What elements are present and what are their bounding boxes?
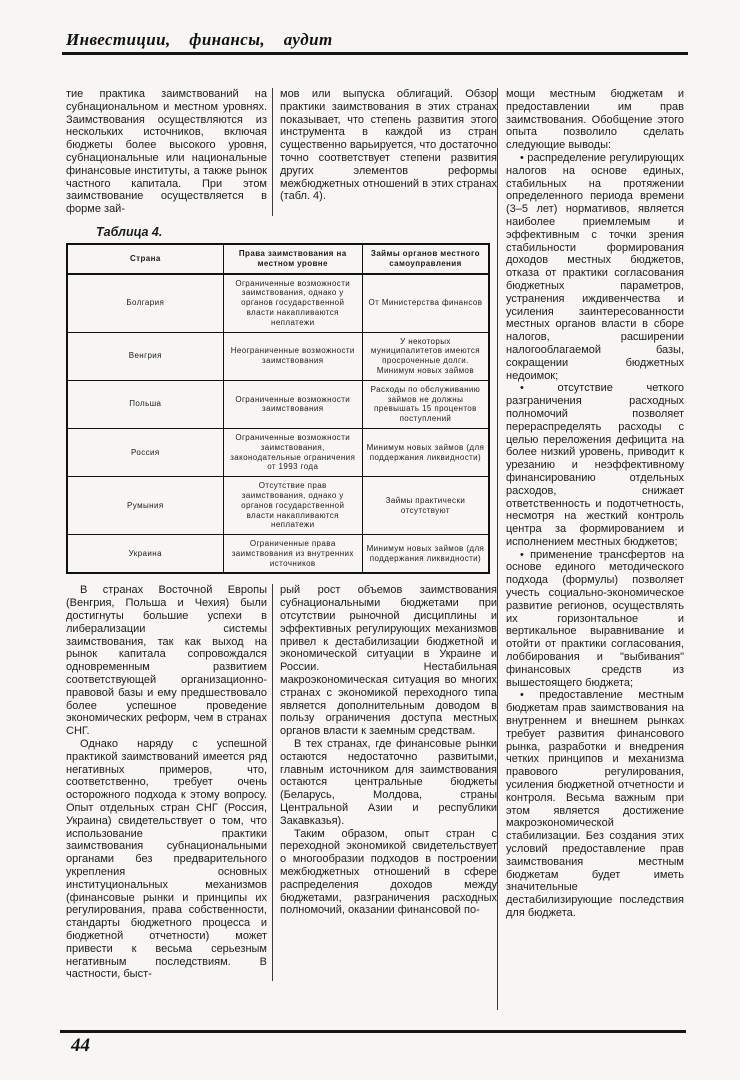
header-rule — [62, 52, 688, 55]
cell-country: Польша — [67, 380, 223, 428]
column-2-bottom — [272, 584, 497, 981]
table-row-ukraine — [67, 535, 489, 574]
cell-country: Болгария — [67, 274, 223, 332]
cell-rights: Ограниченные возможности заимствования — [223, 380, 362, 428]
cell-country: Россия — [67, 428, 223, 476]
cell-rights: Отсутствие прав заимствования, однако у органов государственной власти накапливаются неплатежи — [223, 477, 362, 535]
cell-rights: Ограниченные возможности заимствования, однако у органов государственной власти накапливаются неплатежи — [223, 274, 362, 332]
cell-country: Румыния — [67, 477, 223, 535]
paragraph: Таким образом, опыт стран с переходной экономикой свидетельствует о многообразии подходов в построении межбюджетных отношений в сфере распределения доходов между бюджетами, разграничения расходных полномочий, оказании финансовой по- — [280, 827, 497, 917]
table-caption: Таблица 4. — [96, 224, 163, 239]
cell-loans: От Министерства финансов — [362, 274, 489, 332]
cell-rights: Ограниченные возможности заимствования, законодательные ограничения от 1993 года — [223, 428, 362, 476]
top-two-columns — [66, 88, 497, 216]
paragraph: рый рост объемов заимствования субнациональными бюджетами при отсутствии рыночной дисциплины и эффективных регулирующих механизмов привел к дестабилизации бюджетной и экономической ситуации в Украине и России. Нестабильная макроэкономическая ситуация во многих странах с экономикой переходного типа является дополнительным доводом в пользу ограничения доступа местных органов власти к заемным средствам. — [280, 584, 497, 738]
left-column-group — [66, 88, 497, 1010]
footer-rule — [60, 1030, 686, 1033]
bullet-paragraph: • предоставление местным бюджетам прав заимствования на внутреннем и внешнем рынках требует развития финансового рынка, разработки и внедрения четких принципов и механизма правового регулирования, усиления бюджетной отчетности и контроля. Весьма важным при этом является достижение макроэкономической стабилизации. Без создания этих условий предоставление прав заимствования местным бюджетам будет иметь значительные дестабилизирующие последствия для бюджета. — [506, 689, 684, 919]
table-row-russia — [67, 428, 489, 476]
bullet-paragraph: • отсутствие четкого разграничения расходных полномочий позволяет перераспределять расходы с целью переложения дефицита на более низкий уровень, приводит к урезанию и неэффективному финансированию отдельных расходов, снижает ответственность и подотчетность, несмотря на жесткий контроль центра за формированием и исполнением местных бюджетов; — [506, 382, 684, 548]
cell-loans: Расходы по обслуживанию займов не должны превышать 15 процентов поступлений — [362, 380, 489, 428]
header-loans: Займы органов местного самоуправления — [362, 244, 489, 274]
page-number: 44 — [71, 1035, 90, 1056]
column-3 — [497, 88, 684, 1010]
paragraph: мов или выпуска облигаций. Обзор практики заимствования в этих странах показывает, что степень развития этого инструмента в каждой из стран существенно варьируется, что достаточно точно соответствует степени развития других элементов реформы межбюджетных отношений в этих странах (табл. 4). — [280, 88, 497, 203]
paragraph: В тех странах, где финансовые рынки остаются недостаточно развитыми, главным источником для заимствования остаются центральные бюджеты (Беларусь, Молдова, страны Центральной Азии и республики Закавказья). — [280, 738, 497, 827]
paragraph: Однако наряду с успешной практикой заимствований имеется ряд негативных примеров, что, соответственно, требует очень осторожного подхода к этому вопросу. Опыт отдельных стран СНГ (Россия, Украина) свидетельствует о том, что использование практики заимствования субнациональными органами без предварительного укрепления основных институциональных механизмов (финансовые рынки и принципы их регулирования, права собственности, стандарты бюджетного процесса и бюджетной отчетности) может привести к весьма серьезным негативным последствиям. В частности, быст- — [66, 738, 267, 981]
table-row-bulgaria — [67, 274, 489, 332]
page-header: Инвестиции, финансы, аудит — [66, 30, 333, 49]
page-content — [66, 88, 684, 1010]
header-country: Страна — [67, 244, 223, 274]
cell-loans: Минимум новых займов (для поддержания ликвидности) — [362, 428, 489, 476]
bottom-two-columns — [66, 584, 497, 981]
borrowing-practice-table — [66, 243, 490, 575]
column-1-bottom — [66, 584, 272, 981]
cell-rights: Неограниченные возможности заимствования — [223, 332, 362, 380]
paragraph: В странах Восточной Европы (Венгрия, Польша и Чехия) были достигнуты большие успехи в либерализации системы заимствования, так как выход на рынок капитала сопровождался одновременным развитием соответствующей организационно-правовой базы и ему предшествовало более успешное проведение экономических реформ, чем в странах СНГ. — [66, 584, 267, 738]
table-row-hungary — [67, 332, 489, 380]
cell-loans: Минимум новых займов (для поддержания ликвидности) — [362, 535, 489, 574]
bullet-paragraph: • применение трансфертов на основе единого методического подхода (формулы) позволяет учесть социально-экономическое развитие регионов, осуществлять их горизонтальное и вертикальное выравнивание и отойти от практики согласования, лоббирования и "выбивания" финансовых средств из вышестоящего бюджета; — [506, 548, 684, 689]
bullet-paragraph: • распределение регулирующих налогов на основе единых, стабильных на протяжении определенного периода времени (3–5 лет) нормативов, является наиболее приемлемым и эффективным с точки зрения стабильности формирования доходов местных бюджетов, отказа от практики согласования бюджетных параметров, устранения иждивенчества и усиления заинтересованности местных органов власти в сборе налогов, расширении налогооблагаемой базы, сокращении бюджетных недоимок; — [506, 151, 684, 382]
cell-country: Украина — [67, 535, 223, 574]
paragraph: тие практика заимствований на субнациональном и местном уровнях. Заимствования осуществляются из нескольких источников, включая бюджеты более высокого уровня, субнациональные или национальные финансовые институты, а также рынок частного капитала. При этом заимствование осуществляется в форме зай- — [66, 88, 267, 216]
header-rights: Права заимствования на местном уровне — [223, 244, 362, 274]
cell-loans: У некоторых муниципалитетов имеются просроченные долги. Минимум новых займов — [362, 332, 489, 380]
cell-rights: Ограниченные права заимствования из внутренних источников — [223, 535, 362, 574]
cell-loans: Займы практически отсутствуют — [362, 477, 489, 535]
column-1-top — [66, 88, 272, 216]
cell-country: Венгрия — [67, 332, 223, 380]
table-row-poland — [67, 380, 489, 428]
table-header-row — [67, 244, 489, 274]
paragraph: мощи местным бюджетам и предоставлении им прав заимствования. Обобщение этого опыта позволило сделать следующие выводы: — [506, 88, 684, 152]
table-row-romania — [67, 477, 489, 535]
column-2-top — [272, 88, 497, 216]
